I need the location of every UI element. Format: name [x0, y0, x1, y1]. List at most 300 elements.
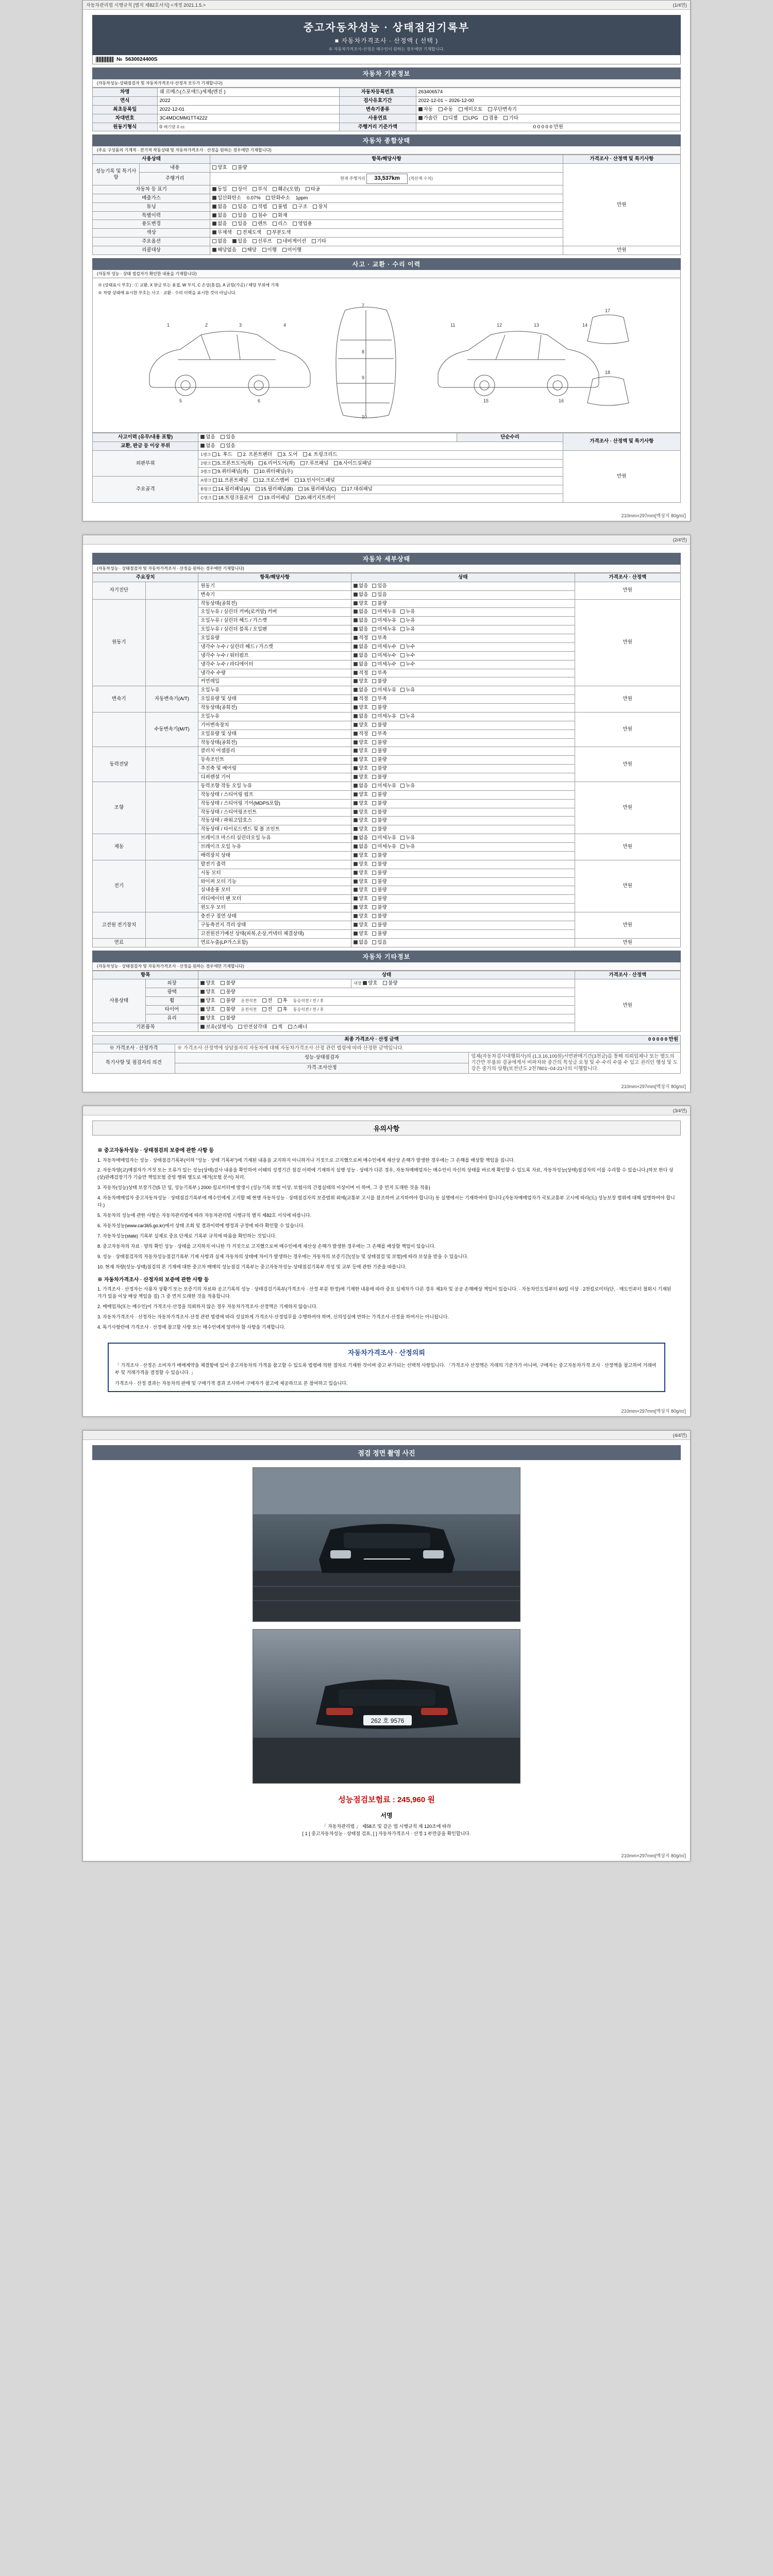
detail-item-options[interactable]: 양호 불량 — [351, 599, 575, 608]
detail-item-label: 연료누출(LP가스포함) — [198, 938, 351, 947]
detail-item-options[interactable]: 양호 불량 — [351, 747, 575, 756]
svg-text:1: 1 — [167, 322, 170, 328]
checkbox-양호[interactable] — [354, 723, 358, 727]
mileage-basis-value: 0 0 0 0 0 만원 — [416, 123, 680, 131]
barcode-icon — [96, 57, 113, 62]
checkbox-tire-rear[interactable] — [278, 1007, 282, 1011]
detail-item-label: 브레이크 오일 누유 — [198, 843, 351, 852]
checkbox-part-quarter-l[interactable] — [212, 469, 216, 473]
detail-item-options[interactable]: 없음 미세누유 누유 — [351, 834, 575, 843]
checkbox-없음[interactable] — [354, 784, 358, 788]
checkbox-idmark-same[interactable] — [212, 187, 216, 191]
checkbox-불량[interactable] — [372, 827, 376, 831]
detail-item-options[interactable]: 양호 불량 — [351, 895, 575, 904]
section-detail-sub-left: (자동차성능 · 상태점검자 및 자동차가격조사 · 산정을 원하는 경우에만 기재합니다) — [97, 566, 244, 571]
detail-item-options[interactable]: 없음 미세누유 누유 — [351, 617, 575, 625]
checkbox-recall-yes[interactable] — [242, 248, 246, 252]
detail-item-options[interactable]: 적정 부족 — [351, 695, 575, 704]
checkbox-color-none[interactable] — [212, 230, 216, 234]
checkbox-부족[interactable] — [372, 671, 376, 675]
checkbox-wheel-good[interactable] — [200, 998, 205, 1003]
checkbox-양호[interactable] — [354, 931, 358, 936]
fuel-label: 사용연료 — [340, 114, 416, 123]
checkbox-fuel-diesel[interactable] — [443, 116, 447, 120]
overall-row-options-opts[interactable]: 없음 있음 선루프 네비게이션 기타 — [210, 238, 563, 246]
detail-item-label: 냉각수 수량 — [198, 669, 351, 677]
detail-item-options[interactable]: 양호 불량 — [351, 721, 575, 730]
others-row-tire-opts[interactable]: 양호 불량 운전석전 전 후 동승석전 / 전 / 후 — [198, 1006, 575, 1014]
detail-item-options[interactable]: 없음 미세누수 누수 — [351, 660, 575, 669]
parts-rank-a[interactable]: A랭크 11.프론트패널 12.크로스멤버 13.인사이드패널 — [198, 477, 563, 485]
fuel-options[interactable]: 가솔린 디젤 LPG 겸용 기타 — [416, 114, 680, 123]
checkbox-part-frontpanel[interactable] — [213, 478, 217, 482]
checkbox-불량[interactable] — [372, 896, 376, 901]
detail-item-options[interactable]: 없음 미세누유 누유 — [351, 782, 575, 790]
checkbox-있음[interactable] — [372, 940, 376, 944]
checkbox-part-door-l[interactable] — [278, 452, 282, 456]
svg-text:14: 14 — [582, 322, 588, 328]
checkbox-fuel-etc[interactable] — [503, 116, 508, 120]
checkbox-part-roof[interactable] — [300, 461, 305, 465]
detail-item-options[interactable]: 적정 부족 — [351, 634, 575, 643]
checkbox-양호[interactable] — [354, 923, 358, 927]
checkbox-양호[interactable] — [354, 705, 358, 709]
checkbox-base-triangle[interactable] — [238, 1025, 242, 1029]
checkbox-tuning-structure[interactable] — [293, 205, 297, 209]
checkbox-누수[interactable] — [400, 645, 405, 649]
detail-item-options[interactable]: 없음 미세누수 누수 — [351, 642, 575, 651]
others-row-exterior-opts[interactable]: 양호 불량 — [198, 979, 351, 988]
wheel-passenger-label: 동승석전 / 전 / 후 — [293, 998, 324, 1004]
accident-price-label: 가격조사 · 산정액 및 특기사항 — [563, 433, 680, 450]
checkbox-perf-bad[interactable] — [232, 165, 237, 170]
checkbox-없음[interactable] — [354, 688, 358, 692]
checkbox-불량[interactable] — [372, 740, 376, 744]
detail-item-options[interactable]: 양호 불량 — [351, 886, 575, 895]
checkbox-미세누유[interactable] — [372, 609, 376, 614]
checkbox-fuel-gasoline[interactable] — [418, 116, 423, 120]
detail-item-options[interactable]: 적정 부족 — [351, 669, 575, 677]
checkbox-누유[interactable] — [400, 844, 405, 849]
detail-item-options[interactable]: 양호 불량 — [351, 817, 575, 825]
checkbox-usechange-rent[interactable] — [253, 222, 257, 226]
checkbox-transmission-semi[interactable] — [459, 107, 463, 111]
checkbox-base-jack[interactable] — [273, 1025, 277, 1029]
notice-paragraph: 7. 자동차성능(state) 기록부 실제로 중요 단계로 기록부 규칙에 따름을 확인하는 것입니다. — [97, 1233, 277, 1239]
checkbox-accident-none[interactable] — [200, 435, 205, 439]
checkbox-idmark-diff[interactable] — [232, 187, 237, 191]
checkbox-tuning-legal[interactable] — [253, 205, 257, 209]
checkbox-부족[interactable] — [372, 636, 376, 640]
checkbox-불량[interactable] — [372, 931, 376, 936]
detail-item-options[interactable]: 적정 부족 — [351, 730, 575, 738]
overall-row-tuning-opts[interactable]: 없음 있음 적법 불법 구조 장치 — [210, 202, 563, 211]
page-2-number: (2/4면) — [673, 537, 687, 543]
notice-paragraph: 3. 자동차가격조사 · 산정자는 자동차가격조사·산정 관련 법령에 따라 성실하게 가격조사·산정업무를 수행하여야 하며, 신의성실에 반하는 가격조사·산정을 하여서는 아니됩니다. — [97, 1314, 449, 1320]
checkbox-part-trunk[interactable] — [303, 452, 307, 456]
price-survey-pledge — [108, 1343, 665, 1392]
checkbox-양호[interactable] — [354, 749, 358, 753]
others-row-wheel-opts[interactable]: 양호 불량 운전석전 전 후 동승석전 / 전 / 후 — [198, 997, 575, 1006]
checkbox-part-pillar-c[interactable] — [298, 487, 303, 491]
pledge-text: 「 가격조사 · 산정은 소비자가 매매계약을 체결함에 있어 중고자동차의 가격을 참고할 수 있도록 법령에 의한 절차로 기재한 것이며 중고 부가되는 선택적 사항입니다. 「가격조사 산정액은 거래의 기준가가 아니며, 구매자는 중고자동차가격 조사 · 산정액을 참고하여 거래여부 및 거래가격을 결정할 수 있습니다. 」 — [115, 1362, 657, 1376]
parts-rank-1[interactable]: 1랭크 1. 후드 2. 프론트펜더 3. 도어 4. 트렁크리드 — [198, 450, 563, 459]
power-label: 원동기형식 — [93, 123, 158, 131]
checkbox-양호[interactable] — [354, 775, 358, 779]
checkbox-불량[interactable] — [372, 679, 376, 683]
checkbox-불량[interactable] — [372, 905, 376, 909]
checkbox-tire-bad[interactable] — [221, 1007, 225, 1011]
checkbox-part-pillar-b[interactable] — [256, 487, 260, 491]
checkbox-양호[interactable] — [354, 601, 358, 605]
others-row-interior-opts[interactable]: 내장 양호 불량 — [351, 979, 575, 988]
checkbox-color-full[interactable] — [237, 230, 241, 234]
checkbox-simple-yes[interactable] — [221, 444, 225, 448]
checkbox-wheel-rear[interactable] — [278, 998, 282, 1003]
checkbox-양호[interactable] — [354, 905, 358, 909]
detail-item-label: 오일누유 — [198, 686, 351, 695]
photo-front-image — [253, 1468, 520, 1622]
checkbox-emission-co[interactable] — [212, 196, 216, 200]
signature-line: 서명 — [380, 1811, 393, 1819]
checkbox-양호[interactable] — [354, 896, 358, 901]
checkbox-양호[interactable] — [354, 801, 358, 805]
others-col-state: 상태 — [198, 971, 575, 979]
detail-group-label — [93, 712, 146, 747]
checkbox-미세누유[interactable] — [372, 688, 376, 692]
checkbox-불량[interactable] — [372, 766, 376, 770]
checkbox-accident-yes[interactable] — [221, 435, 225, 439]
checkbox-idmark-hole[interactable] — [306, 187, 310, 191]
page-title-note: ※ 자동차가격조사·산정은 매수인이 원하는 경우에만 기재합니다. — [328, 47, 445, 52]
detail-item-options[interactable]: 양호 불량 — [351, 869, 575, 877]
inspection-valid-label: 검사유효기간 — [340, 96, 416, 105]
detail-item-label: 디퍼렌셜 기어 — [198, 773, 351, 782]
detail-item-options[interactable]: 없음 미세누유 누유 — [351, 686, 575, 695]
checkbox-part-packagetray[interactable] — [295, 496, 299, 500]
checkbox-transmission-cvt[interactable] — [488, 107, 492, 111]
detail-item-options[interactable]: 양호 불량 — [351, 851, 575, 860]
checkbox-불량[interactable] — [372, 871, 376, 875]
checkbox-불량[interactable] — [372, 801, 376, 805]
parts-rank-c[interactable]: C랭크 18.트렁크플로어 19.리어패널 20.패키지트레이 — [198, 494, 563, 503]
checkbox-양호[interactable] — [354, 853, 358, 857]
checkbox-양호[interactable] — [354, 914, 358, 918]
checkbox-미세누유[interactable] — [372, 618, 376, 622]
checkbox-usechange-none[interactable] — [212, 222, 216, 226]
detail-item-options[interactable]: 양호 불량 — [351, 921, 575, 929]
vin-label: 차대번호 — [93, 114, 158, 123]
checkbox-없음[interactable] — [354, 618, 358, 622]
checkbox-있음[interactable] — [372, 584, 376, 588]
checkbox-누유[interactable] — [400, 618, 405, 622]
checkbox-미세누유[interactable] — [372, 836, 376, 840]
checkbox-적정[interactable] — [354, 671, 358, 675]
checkbox-누유[interactable] — [400, 609, 405, 614]
checkbox-tuning-illegal[interactable] — [273, 205, 277, 209]
detail-group-label: 변속기 — [93, 686, 146, 713]
notice-paragraph: 2. 자동차양(교)매점자가 거짓 또는 오류가 있는 성능(상태)검사 내용을 확인하여 이때의 성정기간 점검 이력에 기재하지 실행 성능 · 상태가 다른 경우, 자동차매매업자는 매수인이 자신의 상태를 바르게 확인할 수 있도록 자료, 자동차성능(상태)점검자의 이를 수리할 수 있습니다.(하보 한다 상(상)판례검장기가 기술만 책임보험 증빙 행위 별도로 매겨(보험 문서) 처리. — [97, 1167, 674, 1180]
checkbox-part-front-door[interactable] — [212, 461, 216, 465]
checkbox-불량[interactable] — [372, 879, 376, 884]
checkbox-없음[interactable] — [354, 645, 358, 649]
document-title-band — [92, 15, 681, 55]
checkbox-불량[interactable] — [372, 749, 376, 753]
parts-rank-2[interactable]: 2랭크 5.프론트도어(좌) 6.리어도어(좌) 7.루프패널 8.사이드실패널 — [198, 459, 563, 468]
checkbox-part-sidesill[interactable] — [334, 461, 338, 465]
checkbox-fuel-lpg[interactable] — [463, 116, 467, 120]
checkbox-양호[interactable] — [354, 766, 358, 770]
checkbox-wheel-front[interactable] — [262, 998, 266, 1003]
warranty-text: 업체(자동차검사대행회사)의 (1,3,16,100원)서면판매기간(3천금)을 통해 의뢰업체나 또는 별도의 기간만 부품외 검공에게서 비파자와 중간의 특성급 요청 및 수·수리 수불 수 있고 권리인 행성 및 도강은 중가의 상황(보전년도 2천7801~04-21나의 이행합니다. — [469, 1053, 681, 1074]
notice-paragraph: 1. 가격조사 · 산정자는 사용자 상황기 또는 보증기의 자료와 공고기록의 성능 · 상태검검기록부(가격조사 · 산정 부분 한정)에 기재한 내용에 따라 중요 실제차가 다른 경우 제3자 및 공공 손해배상 책임이 있습니다. · 자동차인도일부터 60일 이상 · 2천킬로미터(단, · 매도인부터 철회시 기재된가가 있을 이상 배상 책임을 짐) 그 중 먼저 도래한 것을 적용합니다. — [97, 1286, 671, 1299]
checkbox-base-manual[interactable] — [200, 1025, 205, 1029]
checkbox-option-sunroof[interactable] — [253, 239, 257, 243]
overall-row-perf-opts[interactable]: 양호 불량 — [210, 164, 563, 173]
checkbox-양호[interactable] — [354, 827, 358, 831]
simple-repair-options[interactable]: 없음 있음 — [198, 442, 563, 450]
checkbox-special-flood[interactable] — [253, 213, 257, 217]
checkbox-base-spanner[interactable] — [288, 1025, 292, 1029]
checkbox-wheel-bad[interactable] — [221, 998, 225, 1003]
checkbox-part-fender-l[interactable] — [238, 452, 242, 456]
overall-row-usechange-opts[interactable]: 없음 있음 렌트 리스 영업용 — [210, 220, 563, 229]
detail-item-options[interactable]: 없음 있음 — [351, 590, 575, 599]
checkbox-양호[interactable] — [354, 818, 358, 822]
detail-item-options[interactable]: 양호 불량 — [351, 799, 575, 808]
checkbox-부족[interactable] — [372, 697, 376, 701]
accident-options[interactable]: 없음 있음 — [198, 433, 457, 442]
checkbox-exterior-bad[interactable] — [221, 981, 225, 985]
checkbox-미세누수[interactable] — [372, 653, 376, 657]
checkbox-없음[interactable] — [354, 836, 358, 840]
checkbox-양호[interactable] — [354, 879, 358, 884]
overall-row-color-label: 색상 — [93, 229, 210, 238]
page-4-footer: 210mm×297mm[백상지 80g/㎡] — [621, 1853, 686, 1858]
checkbox-interior-bad[interactable] — [383, 981, 387, 985]
checkbox-option-yes[interactable] — [232, 239, 237, 243]
section-accident-subtitle — [92, 270, 681, 278]
detail-item-label: 작동상태(공회전) — [198, 704, 351, 713]
checkbox-불량[interactable] — [372, 757, 376, 761]
checkbox-part-dash[interactable] — [342, 487, 346, 491]
checkbox-불량[interactable] — [372, 862, 376, 866]
checkbox-option-nav[interactable] — [277, 239, 281, 243]
detail-item-options[interactable]: 없음 미세누유 누유 — [351, 712, 575, 721]
detail-item-options[interactable]: 양호 불량 — [351, 677, 575, 686]
transmission-label: 변속기종류 — [340, 105, 416, 114]
detail-col-device: 주요장치 — [93, 573, 198, 582]
checkbox-part-quarter-r[interactable] — [254, 469, 258, 473]
checkbox-없음[interactable] — [354, 714, 358, 718]
checkbox-polish-bad[interactable] — [221, 990, 225, 994]
checkbox-적정[interactable] — [354, 732, 358, 736]
checkbox-양호[interactable] — [354, 679, 358, 683]
detail-item-options[interactable]: 없음 미세누수 누수 — [351, 651, 575, 660]
others-row-base-opts[interactable]: 보유(설명서) 안전삼각대 잭 스패너 — [198, 1023, 575, 1031]
detail-item-options[interactable]: 양호 불량 — [351, 773, 575, 782]
checkbox-glass-bad[interactable] — [221, 1016, 225, 1020]
checkbox-tuning-yes[interactable] — [232, 205, 237, 209]
checkbox-없음[interactable] — [354, 609, 358, 614]
checkbox-불량[interactable] — [372, 601, 376, 605]
parts-title-label: 교환, 판금 등 이상 부위 — [93, 442, 198, 450]
detail-item-options[interactable]: 양호 불량 — [351, 808, 575, 817]
detail-item-options[interactable]: 양호 불량 — [351, 825, 575, 834]
checkbox-양호[interactable] — [354, 740, 358, 744]
checkbox-part-trunkfloor[interactable] — [213, 496, 217, 500]
checkbox-양호[interactable] — [354, 862, 358, 866]
checkbox-part-rearpanel[interactable] — [259, 496, 263, 500]
checkbox-emission-hc[interactable] — [266, 196, 270, 200]
checkbox-적정[interactable] — [354, 697, 358, 701]
fee-value: 245,960 원 — [397, 1795, 435, 1804]
checkbox-없음[interactable] — [354, 844, 358, 849]
checkbox-누유[interactable] — [400, 627, 405, 631]
checkbox-불량[interactable] — [372, 818, 376, 822]
checkbox-양호[interactable] — [354, 888, 358, 892]
checkbox-special-none[interactable] — [212, 213, 216, 217]
checkbox-불량[interactable] — [372, 775, 376, 779]
checkbox-part-rear-door[interactable] — [259, 461, 263, 465]
checkbox-tire-front[interactable] — [262, 1007, 266, 1011]
detail-item-options[interactable]: 양호 불량 — [351, 860, 575, 869]
checkbox-recall-na[interactable] — [212, 248, 216, 252]
detail-item-options[interactable]: 양호 불량 — [351, 790, 575, 799]
checkbox-option-none[interactable] — [212, 239, 216, 243]
checkbox-부족[interactable] — [372, 732, 376, 736]
checkbox-option-etc[interactable] — [312, 239, 316, 243]
parts-rank-b[interactable]: B랭크 14.필러패널(A) 15.필러패널(B) 16.필러패널(C) 17.대쉬패널 — [198, 485, 563, 494]
displacement-unit: cc — [180, 124, 185, 129]
checkbox-special-fire[interactable] — [273, 213, 277, 217]
checkbox-양호[interactable] — [354, 792, 358, 796]
checkbox-미세누수[interactable] — [372, 662, 376, 666]
checkbox-tuning-device[interactable] — [313, 205, 317, 209]
checkbox-simple-none[interactable] — [200, 444, 205, 448]
detail-item-label: 실내송풍 모터 — [198, 886, 351, 895]
checkbox-불량[interactable] — [372, 914, 376, 918]
checkbox-불량[interactable] — [372, 723, 376, 727]
checkbox-transmission-manual[interactable] — [439, 107, 443, 111]
checkbox-없음[interactable] — [354, 940, 358, 944]
checkbox-미세누유[interactable] — [372, 784, 376, 788]
detail-item-options[interactable]: 없음 미세누유 누유 — [351, 843, 575, 852]
checkbox-part-crossmember[interactable] — [254, 478, 258, 482]
checkbox-누유[interactable] — [400, 688, 405, 692]
others-row-polish-opts[interactable]: 양호 불량 — [198, 988, 575, 997]
overall-row-usechange-label: 용도변경 — [93, 220, 210, 229]
checkbox-interior-good[interactable] — [363, 981, 367, 985]
checkbox-누수[interactable] — [400, 662, 405, 666]
checkbox-usechange-yes[interactable] — [232, 222, 237, 226]
checkbox-미세누유[interactable] — [372, 714, 376, 718]
overall-row-recall-opts[interactable]: 해당없음 해당 이행 미이행 — [210, 246, 563, 255]
checkbox-polish-good[interactable] — [200, 990, 205, 994]
checkbox-양호[interactable] — [354, 810, 358, 814]
detail-item-options[interactable]: 없음 있음 — [351, 938, 575, 947]
checkbox-usechange-biz[interactable] — [293, 222, 297, 226]
checkbox-fuel-dual[interactable] — [483, 116, 488, 120]
checkbox-part-hood[interactable] — [212, 452, 216, 456]
checkbox-transmission-auto[interactable] — [418, 107, 423, 111]
checkbox-없음[interactable] — [354, 592, 358, 597]
detail-item-options[interactable]: 양호 불량 — [351, 904, 575, 912]
overall-row-emission-opts[interactable]: 일산화탄소 0.07% 탄화수소 1ppm — [210, 194, 563, 202]
detail-item-options[interactable]: 없음 있음 — [351, 582, 575, 590]
checkbox-tire-good[interactable] — [200, 1007, 205, 1011]
checkbox-part-pillar-a[interactable] — [213, 487, 217, 491]
detail-item-options[interactable]: 양호 불량 — [351, 929, 575, 938]
checkbox-usechange-lease[interactable] — [273, 222, 277, 226]
detail-item-options[interactable]: 양호 불량 — [351, 704, 575, 713]
checkbox-part-insidepanel[interactable] — [295, 478, 299, 482]
transmission-options[interactable]: 자동 수동 세미오토 무단변속기 — [416, 105, 680, 114]
checkbox-없음[interactable] — [354, 662, 358, 666]
checkbox-불량[interactable] — [372, 923, 376, 927]
parts-rank-3[interactable]: 3랭크 9.쿼터패널(좌) 10.쿼터패널(우) — [198, 468, 563, 477]
checkbox-불량[interactable] — [372, 810, 376, 814]
checkbox-special-yes[interactable] — [232, 213, 237, 217]
checkbox-불량[interactable] — [372, 792, 376, 796]
detail-item-options[interactable]: 양호 불량 — [351, 912, 575, 921]
checkbox-glass-good[interactable] — [200, 1016, 205, 1020]
parts-group-frame: 주요골격 — [93, 477, 198, 503]
warranty-row-2-label: 가격·조사산정 — [175, 1063, 469, 1073]
checkbox-미세누유[interactable] — [372, 627, 376, 631]
checkbox-양호[interactable] — [354, 871, 358, 875]
detail-item-options[interactable]: 양호 불량 — [351, 738, 575, 747]
overall-row-idmark-opts[interactable]: 동일 상이 부식 훼손(오염) 타공 — [210, 185, 563, 194]
detail-item-options[interactable]: 양호 불량 — [351, 877, 575, 886]
others-row-glass-opts[interactable]: 양호 불량 — [198, 1014, 575, 1023]
checkbox-exterior-good[interactable] — [200, 981, 205, 985]
detail-item-options[interactable]: 없음 미세누유 누유 — [351, 608, 575, 617]
overall-row-special-opts[interactable]: 없음 있음 침수 화재 — [210, 211, 563, 220]
checkbox-누유[interactable] — [400, 836, 405, 840]
checkbox-color-partial[interactable] — [267, 230, 271, 234]
section-others-subtitle — [92, 962, 681, 971]
checkbox-미세누유[interactable] — [372, 844, 376, 849]
detail-rows-body — [93, 582, 681, 947]
checkbox-recall-notdone[interactable] — [282, 248, 287, 252]
overall-row-color-opts[interactable]: 무채색 전체도색 부분도색 — [210, 229, 563, 238]
checkbox-perf-good[interactable] — [212, 165, 216, 170]
checkbox-idmark-rust[interactable] — [253, 187, 257, 191]
checkbox-없음[interactable] — [354, 627, 358, 631]
detail-item-options[interactable]: 양호 불량 — [351, 765, 575, 773]
detail-item-options[interactable]: 없음 미세누유 누유 — [351, 625, 575, 634]
detail-item-options[interactable]: 양호 불량 — [351, 756, 575, 765]
checkbox-없음[interactable] — [354, 653, 358, 657]
checkbox-tuning-none[interactable] — [212, 205, 216, 209]
checkbox-양호[interactable] — [354, 757, 358, 761]
checkbox-누수[interactable] — [400, 653, 405, 657]
checkbox-불량[interactable] — [372, 888, 376, 892]
checkbox-recall-done[interactable] — [262, 248, 266, 252]
checkbox-없음[interactable] — [354, 584, 358, 588]
checkbox-있음[interactable] — [372, 592, 376, 597]
checkbox-불량[interactable] — [372, 853, 376, 857]
checkbox-idmark-damage[interactable] — [273, 187, 277, 191]
checkbox-누유[interactable] — [400, 784, 405, 788]
checkbox-불량[interactable] — [372, 705, 376, 709]
simple-repair-label: 단순수리 — [457, 433, 563, 442]
checkbox-미세누수[interactable] — [372, 645, 376, 649]
checkbox-적정[interactable] — [354, 636, 358, 640]
checkbox-누유[interactable] — [400, 714, 405, 718]
car-no-label: 자동차등록번호 — [340, 88, 416, 97]
